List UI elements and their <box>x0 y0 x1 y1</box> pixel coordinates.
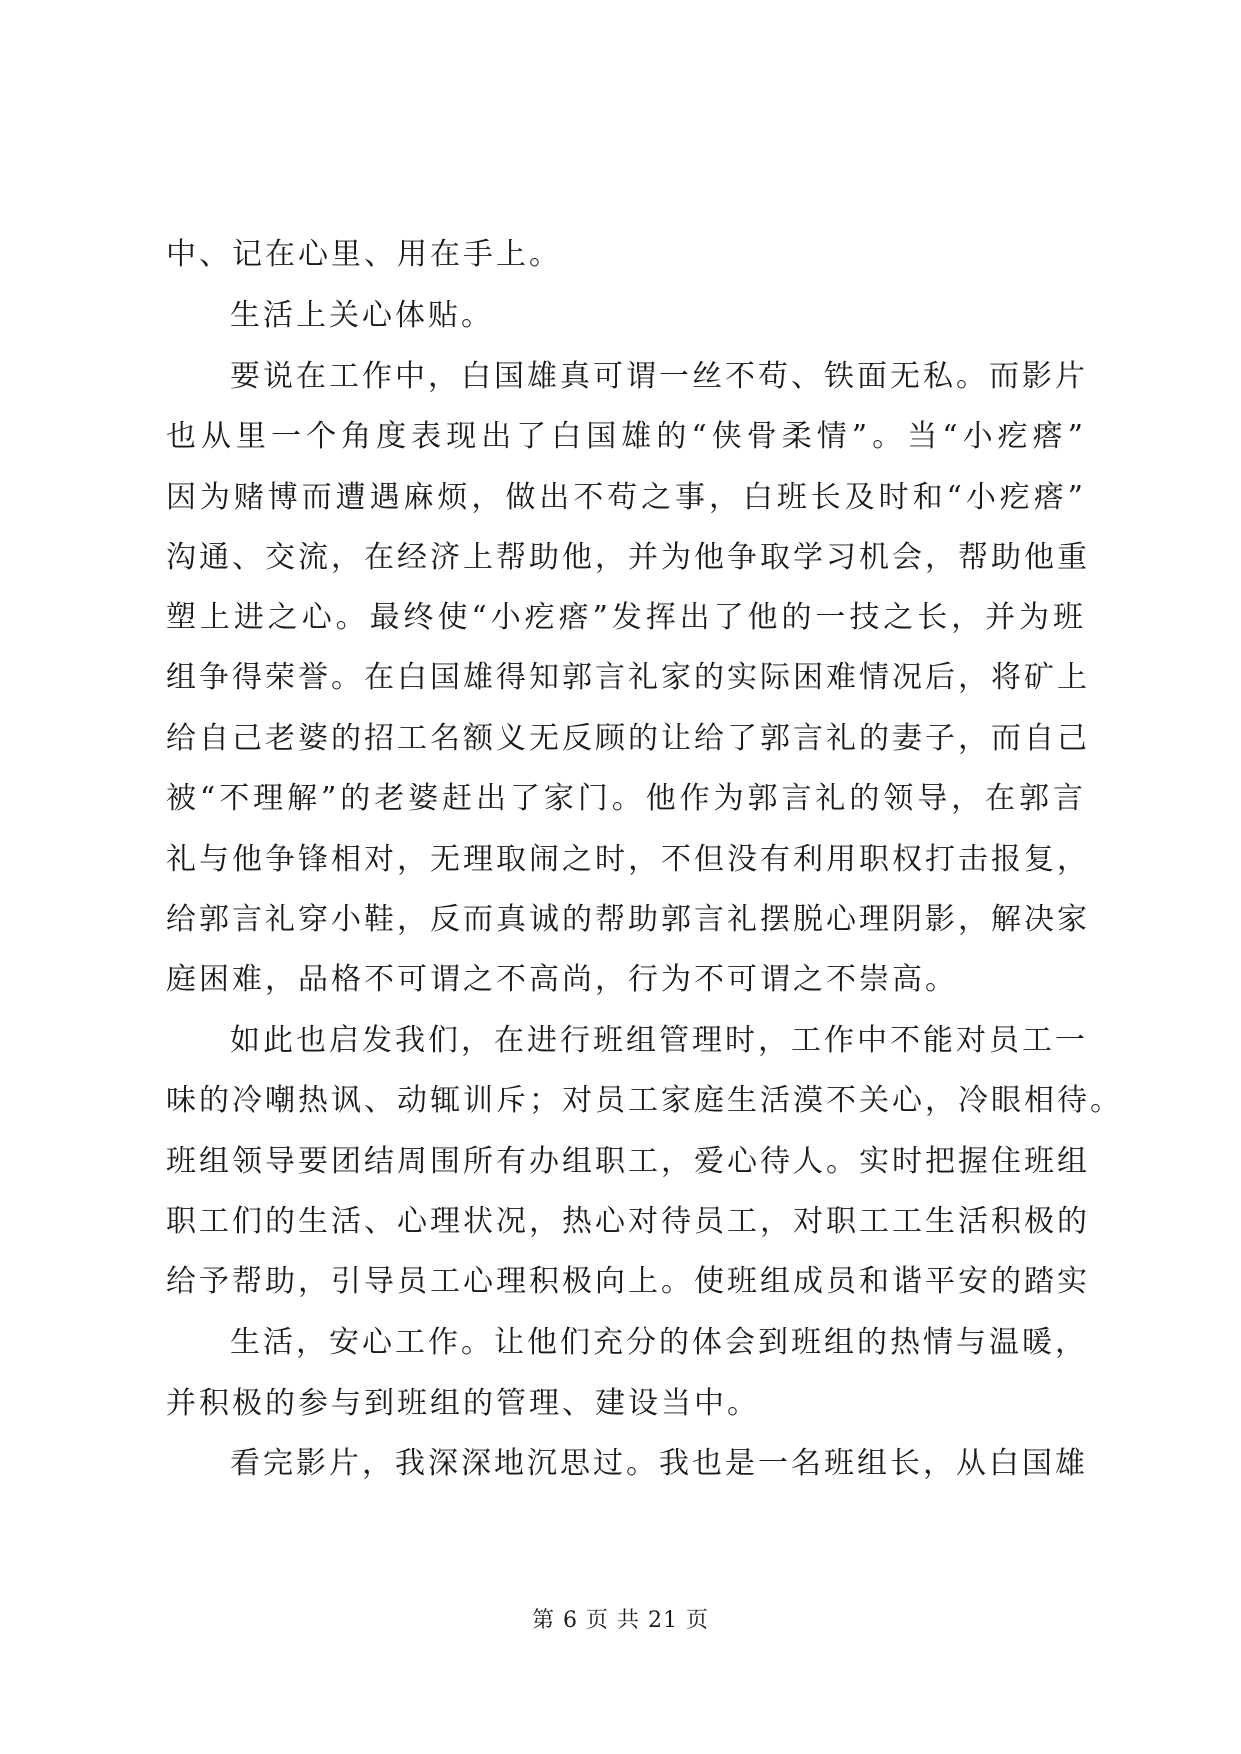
text-line: 被“不理解”的老婆赶出了家门。他作为郭言礼的领导，在郭言 <box>166 781 1086 816</box>
text-line: 并积极的参与到班组的管理、建设当中。 <box>166 1386 760 1421</box>
text-line: 庭困难，品格不可谓之不高尚，行为不可谓之不崇高。 <box>166 962 958 997</box>
text-line: 因为赌博而遭遇麻烦，做出不苟之事，白班长及时和“小疙瘩” <box>166 480 1086 515</box>
text-line: 生活上关心体贴。 <box>230 298 494 333</box>
text-line: 如此也启发我们，在进行班组管理时，工作中不能对员工一 <box>230 1023 1088 1058</box>
text-line: 生活，安心工作。让他们充分的体会到班组的热情与温暖， <box>230 1325 1088 1360</box>
text-line: 给予帮助，引导员工心理积极向上。使班组成员和谐平安的踏实 <box>166 1264 1090 1299</box>
text-line: 给自己老婆的招工名额义无反顾的让给了郭言礼的妻子，而自己 <box>166 721 1090 756</box>
text-line: 要说在工作中，白国雄真可谓一丝不苟、铁面无私。而影片 <box>230 359 1088 394</box>
text-line: 味的冷嘲热讽、动辄训斥；对员工家庭生活漠不关心，冷眼相待。 <box>166 1083 1123 1118</box>
text-line: 沟通、交流，在经济上帮助他，并为他争取学习机会，帮助他重 <box>166 540 1090 575</box>
text-line: 组争得荣誉。在白国雄得知郭言礼家的实际困难情况后，将矿上 <box>166 660 1090 695</box>
text-line: 也从里一个角度表现出了白国雄的“侠骨柔情”。当“小疙瘩” <box>166 419 1086 454</box>
text-line: 看完影片，我深深地沉思过。我也是一名班组长，从白国雄 <box>230 1446 1088 1481</box>
text-line: 礼与他争锋相对，无理取闹之时，不但没有利用职权打击报复， <box>166 842 1090 877</box>
text-line: 班组领导要团结周围所有办组职工，爱心待人。实时把握住班组 <box>166 1144 1090 1179</box>
text-line: 中、记在心里、用在手上。 <box>166 237 562 272</box>
text-line: 职工们的生活、心理状况，热心对待员工，对职工工生活积极的 <box>166 1204 1090 1239</box>
text-line: 塑上进之心。最终使“小疙瘩”发挥出了他的一技之长，并为班 <box>166 600 1086 635</box>
page-number-footer: 第 6 页 共 21 页 <box>532 1608 709 1633</box>
text-line: 给郭言礼穿小鞋，反而真诚的帮助郭言礼摆脱心理阴影，解决家 <box>166 902 1090 937</box>
